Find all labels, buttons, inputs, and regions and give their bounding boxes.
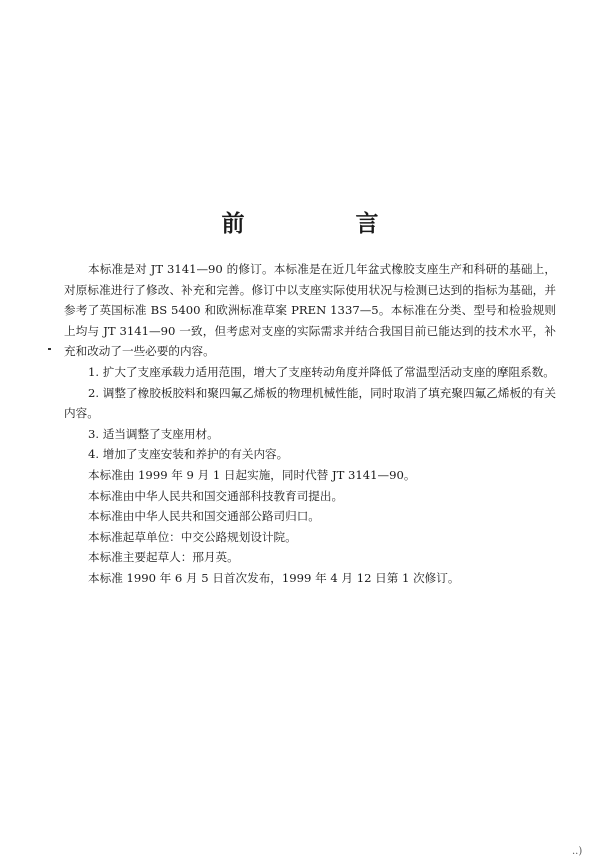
paragraph-intro: 本标准是对 JT 3141—90 的修订。本标准是在近几年盆式橡胶支座生产和科研的基础上，对原标准进行了修改、补充和完善。修订中以支座实际使用状况与检测已达到的指标为基础，并参考了英国标准 BS 5400 和欧洲标准草案 PREN 1337—5。本标准在分类、型号和检验规则上均与 JT 3141—90 一致，但考虑对支座的实际需求并结合我国目前已能达到的技术水平，补充和改动了一些必要的内容。 [64, 262, 556, 359]
page-title: 前 言 [221, 210, 423, 237]
paragraph-history: 本标准 1990 年 6 月 5 日首次发布，1999 年 4 月 12 日第 1 次修订。 [88, 570, 460, 585]
preface-body [64, 259, 556, 589]
paragraph-drafting-unit: 本标准起草单位：中交公路规划设计院。 [88, 529, 297, 544]
paragraph-proposer: 本标准由中华人民共和国交通部科技教育司提出。 [88, 488, 344, 503]
paragraph-item-2: 2. 调整了橡胶板胶料和聚四氟乙烯板的物理机械性能，同时取消了填充聚四氟乙烯板的有关内容。 [64, 385, 556, 421]
paragraph-drafter: 本标准主要起草人：邢月英。 [88, 550, 239, 565]
page-number: ..) [572, 846, 583, 857]
paragraph-item-1: 1. 扩大了支座承载力适用范围，增大了支座转动角度并降低了常温型活动支座的摩阻系数。 [88, 364, 555, 379]
paragraph-item-4: 4. 增加了支座安装和养护的有关内容。 [88, 447, 289, 462]
paragraph-item-3: 3. 适当调整了支座用材。 [88, 426, 219, 441]
paragraph-effective-date: 本标准由 1999 年 9 月 1 日起实施，同时代替 JT 3141—90。 [88, 467, 416, 482]
paragraph-administrator: 本标准由中华人民共和国交通部公路司归口。 [88, 509, 320, 524]
scan-artifact [48, 348, 51, 350]
